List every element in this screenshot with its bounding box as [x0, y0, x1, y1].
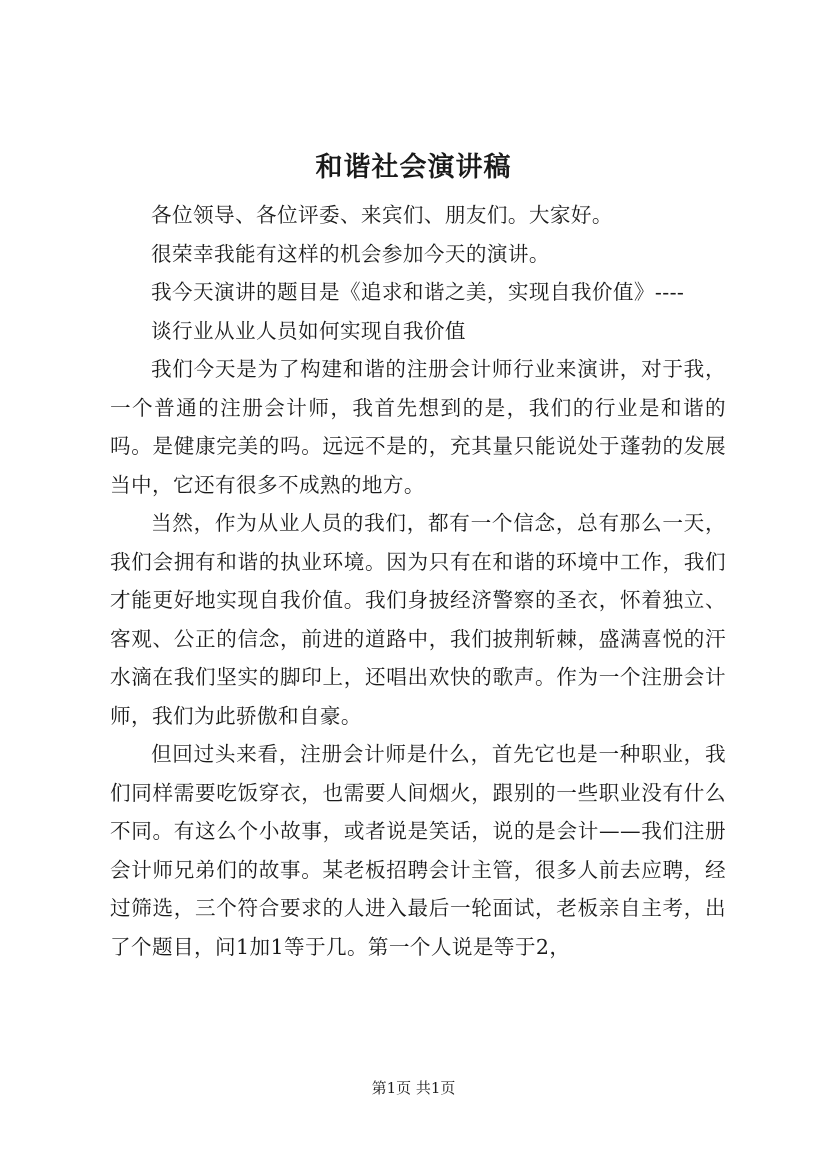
page-footer: 第1页 共1页 — [371, 1079, 456, 1097]
intro-line: 很荣幸我能有这样的机会参加今天的演讲。 — [151, 241, 550, 266]
document-title: 和谐社会演讲稿 — [315, 152, 512, 183]
paragraph-1: 我们今天是为了构建和谐的注册会计师行业来演讲，对于我，一个普通的注册会计师，我首先想到的是，我们的行业是和谐的吗。是健康完美的吗。远远不是的，充其量只能说处于蓬勃的发展当中，它还有很多不成熟的地方。 — [110, 357, 726, 497]
document-body — [110, 196, 726, 966]
paragraph-3: 但回过头来看，注册会计师是什么，首先它也是一种职业，我们同样需要吃饭穿衣，也需要人间烟火，跟别的一些职业没有什么不同。有这么个小故事，或者说是笑话，说的是会计——我们注册会计师兄弟们的故事。某老板招聘会计主管，很多人前去应聘，经过筛选，三个符合要求的人进入最后一轮面试，老板亲自主考，出了个题目，问1加1等于几。第一个人说是等于2， — [110, 742, 726, 959]
topic-subtitle-line: 谈行业从业人员如何实现自我价值 — [151, 318, 466, 343]
greeting-line: 各位领导、各位评委、来宾们、朋友们。大家好。 — [151, 203, 613, 227]
topic-line: 我今天演讲的题目是《追求和谐之美，实现自我价值》---- — [151, 280, 685, 304]
paragraph-2: 当然，作为从业人员的我们，都有一个信念，总有那么一天，我们会拥有和谐的执业环境。因为只有在和谐的环境中工作，我们才能更好地实现自我价值。我们身披经济警察的圣衣，怀着独立、客观、公正的信念，前进的道路中，我们披荆斩棘，盛满喜悦的汗水滴在我们坚实的脚印上，还唱出欢快的歌声。作为一个注册会计师，我们为此骄傲和自豪。 — [110, 511, 726, 728]
